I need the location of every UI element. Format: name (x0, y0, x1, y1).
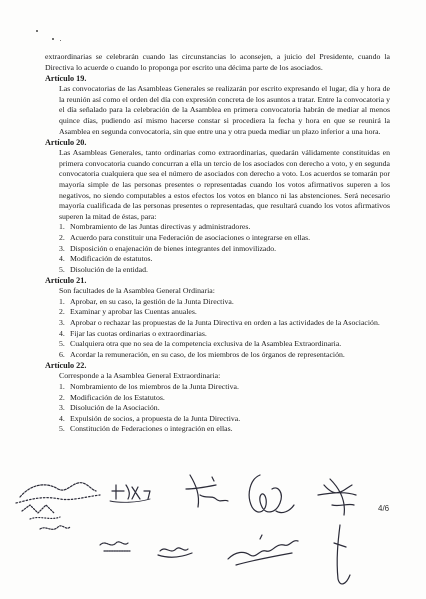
signatures-drawing (0, 455, 426, 599)
signature-5 (318, 479, 356, 515)
list-item: 4. Fijar las cuotas ordinarias o extraordinarias. (59, 328, 207, 338)
article-21-heading: Artículo 21. (45, 276, 87, 286)
signature-2 (100, 485, 150, 551)
article-22-paragraph: Corresponde a la Asamblea General Extraordinaria: (59, 371, 221, 381)
signature-8 (334, 525, 350, 584)
list-item: 2. Examinar y aprobar las Cuentas anuales. (59, 307, 197, 317)
article-21-paragraph: Son facultades de la Asamblea General Ordinaria: (59, 286, 215, 296)
intro-paragraph: extraordinarias se celebrarán cuando las circunstancias lo aconsejen, a juicio del Presidente, cuando la Directiva lo acuerde o cuando lo proponga por escrito una décima parte de los asociados. (45, 52, 390, 72)
signature-7 (228, 535, 298, 565)
list-item: 3. Disolución de la Asociación. (59, 403, 160, 413)
list-item: 5. Cualquiera otra que no sea de la competencia exclusiva de la Asamblea Extraordinaria. (59, 339, 342, 349)
article-22-heading: Artículo 22. (45, 361, 87, 371)
signatures-area (0, 455, 426, 599)
signature-4 (249, 475, 294, 513)
list-item: 4. Modificación de estatutos. (59, 254, 153, 264)
article-21-list (45, 297, 390, 361)
article-20-list (45, 222, 390, 275)
article-19-paragraph: Las convocatorias de las Asambleas Generales se realizarán por escrito expresando el lugar, día y hora de la reunión así como el orden del día con expresión concreta de los asuntos a tratar. Entre la convocatoria y el día señalado para la celebración de la Asamblea en primera convocatoria habrán de mediar al menos quince días, pudiendo así mismo hacerse constar si procediera la fecha y hora en que se reunirá la Asamblea en segunda convocatoria, sin que entre una y otra pueda mediar un plazo inferior a una hora. (59, 84, 390, 136)
signature-1 (16, 483, 100, 530)
list-item: 1. Nombramiento de los miembros de la Junta Directiva. (59, 382, 239, 392)
list-item: 1. Nombramiento de las Juntas directivas y administradores. (59, 222, 251, 232)
article-22-list (45, 382, 390, 435)
list-item: 3. Disposición o enajenación de bienes integrantes del inmovilizado. (59, 243, 277, 253)
list-item: 4. Expulsión de socios, a propuesta de la Junta Directiva. (59, 413, 241, 423)
scan-speck (60, 40, 61, 41)
signature-6 (158, 548, 192, 557)
list-item: 1. Aprobar, en su caso, la gestión de la Junta Directiva. (59, 296, 234, 306)
list-item: 6. Acordar la remuneración, en su caso, de los miembros de los órganos de representación. (59, 349, 345, 359)
signature-3 (186, 475, 228, 507)
page-number: 4/6 (378, 504, 390, 513)
scan-speck (36, 30, 38, 32)
list-item: 5. Constitución de Federaciones o integración en ellas. (59, 424, 233, 434)
scan-speck (52, 38, 54, 40)
list-item: 5. Disolución de la entidad. (59, 264, 148, 274)
list-item: 3. Aprobar o rechazar las propuestas de la Junta Directiva en orden a las actividades de la Asociación. (59, 318, 380, 328)
list-item: 2. Modificación de los Estatutos. (59, 392, 165, 402)
article-19-heading: Artículo 19. (45, 74, 87, 84)
list-item: 2. Acuerdo para constituir una Federación de asociaciones o integrarse en ellas. (59, 232, 311, 242)
article-20-heading: Artículo 20. (45, 138, 87, 148)
document-body (45, 52, 390, 435)
article-20-paragraph: Las Asambleas Generales, tanto ordinarias como extraordinarias, quedarán válidamente constituidas en primera convocatoria cuando concurran a ella un tercio de los asociados con derecho a voto, y en segunda convocatoria cualquiera que sea el número de asociados con derecho a voto. Los acuerdos se tomarán por mayoría simple de las personas presentes o representadas cuando los votos afirmativos superen a los negativos, no siendo computables a estos efectos los votos en blanco ni las abstenciones. Será necesario mayoría cualificada de las personas presentes o representadas, que resultará cuando los votos afirmativos superen la mitad de éstas, para: (59, 148, 390, 221)
